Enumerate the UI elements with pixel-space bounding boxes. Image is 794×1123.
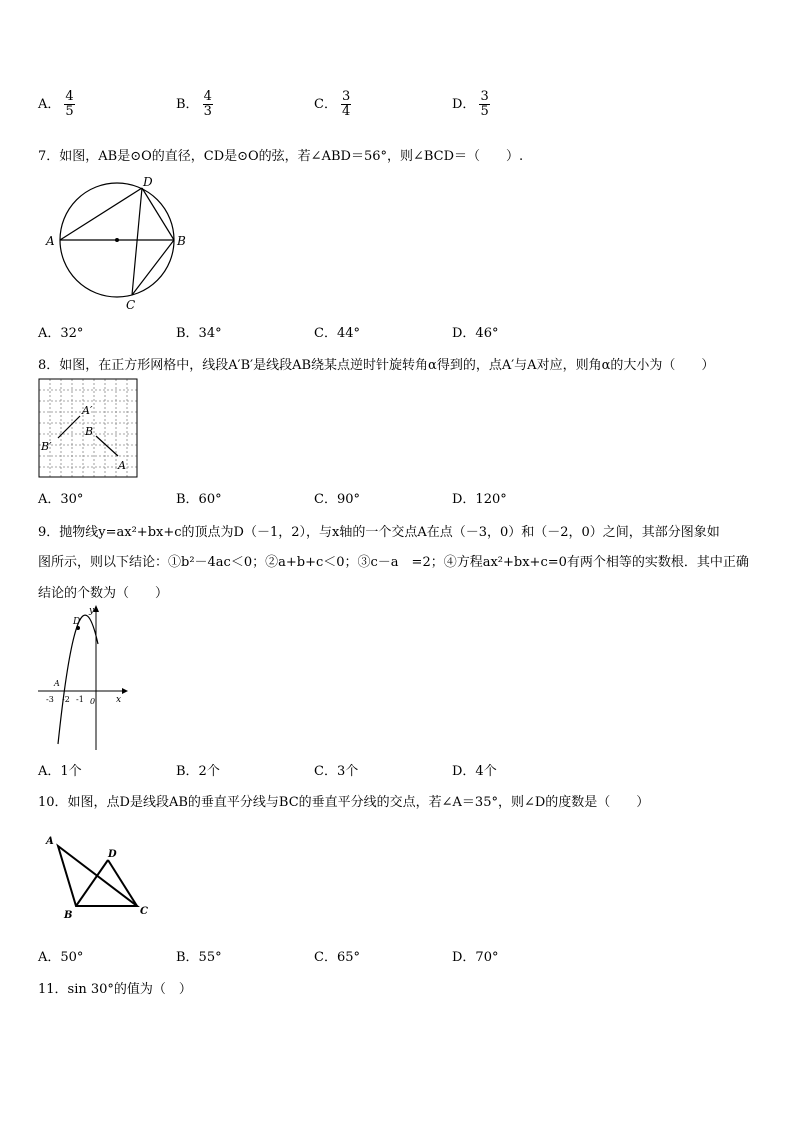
fraction: $\frac{4}{3}$ xyxy=(203,89,212,119)
label-b: B xyxy=(177,234,186,248)
segment-db xyxy=(142,188,174,240)
label-a: A xyxy=(54,679,60,688)
tick-minus-2: -2 xyxy=(62,695,70,704)
q10-stem: 10．如图，点D是线段AB的垂直平分线与BC的垂直平分线的交点，若∠A＝35°，则∠D的度数是（ ） xyxy=(38,795,650,810)
q6-option-a: A． $\frac{4}{5}$ xyxy=(38,89,74,119)
center-dot xyxy=(115,238,119,242)
q9-stem-line1: 9．抛物线y=ax²+bx+c的顶点为D（－1，2），与x轴的一个交点A在点（－3，0）和（－2，0）之间，其部分图象如 xyxy=(38,525,720,540)
label-y: y xyxy=(89,606,95,616)
q11-stem: 11．sin 30°的值为（ ） xyxy=(38,982,192,997)
q7-option-a: A．32° xyxy=(38,326,84,341)
label-b-prime: B′ xyxy=(41,440,52,453)
q9-option-a: A．1个 xyxy=(38,764,82,779)
segment-cb xyxy=(132,240,174,295)
q10-triangle-figure xyxy=(40,830,160,922)
q8-stem: 8．如图，在正方形网格中，线段A′B′是线段AB绕某点逆时针旋转角α得到的，点A′与A对应，则角α的大小为（ ） xyxy=(38,358,715,373)
parabola-curve xyxy=(58,615,98,744)
label-a: A xyxy=(46,836,54,847)
q10-option-a: A．50° xyxy=(38,950,84,965)
fraction: $\frac{3}{4}$ xyxy=(341,89,351,119)
q8-option-c: C．90° xyxy=(314,492,360,507)
q7-circle-figure xyxy=(40,172,200,312)
fraction: $\frac{4}{5}$ xyxy=(65,89,74,119)
label-a: A xyxy=(118,459,126,472)
label-b: B xyxy=(85,425,94,438)
origin-label: 0 xyxy=(90,697,96,706)
q6-option-c: C． $\frac{3}{4}$ xyxy=(314,89,351,119)
fraction: $\frac{3}{5}$ xyxy=(480,89,489,119)
q10-option-d: D．70° xyxy=(452,950,499,965)
q9-parabola-figure xyxy=(36,604,128,752)
label-d: D xyxy=(73,617,81,627)
q6-option-b: B． $\frac{4}{3}$ xyxy=(176,89,212,119)
q7-stem: 7．如图，AB是⊙O的直径，CD是⊙O的弦，若∠ABD＝56°，则∠BCD＝（ ）. xyxy=(38,149,524,164)
chord-cd xyxy=(132,188,142,295)
label-d: D xyxy=(108,849,117,860)
label-x: x xyxy=(116,695,122,705)
label-c: C xyxy=(140,906,148,917)
segment-bd xyxy=(76,860,108,906)
x-axis-arrow xyxy=(122,688,128,694)
q9-stem-line2: 图所示，则以下结论：①b²－4ac＜0；②a+b+c＜0；③c－a =2；④方程ax²+bx+c=0有两个相等的实数根．其中正确 xyxy=(38,555,749,570)
q7-option-b: B．34° xyxy=(176,326,222,341)
q8-grid-figure xyxy=(38,378,142,480)
q7-option-d: D．46° xyxy=(452,326,499,341)
segment-ad xyxy=(60,188,142,240)
label-a-prime: A′ xyxy=(82,404,93,417)
q8-option-a: A．30° xyxy=(38,492,84,507)
q7-option-c: C．44° xyxy=(314,326,360,341)
q9-stem-line3: 结论的个数为（ ） xyxy=(38,586,169,601)
q10-option-b: B．55° xyxy=(176,950,222,965)
label-c: C xyxy=(126,298,136,312)
q9-option-d: D．4个 xyxy=(452,764,497,779)
tick-minus-1: -1 xyxy=(76,695,84,704)
q9-option-b: B．2个 xyxy=(176,764,220,779)
q6-option-d: D． $\frac{3}{5}$ xyxy=(452,89,489,119)
label-d: D xyxy=(143,175,153,189)
tick-minus-3: -3 xyxy=(46,695,54,704)
q9-option-c: C．3个 xyxy=(314,764,359,779)
segment-dc xyxy=(108,860,137,906)
label-b: B xyxy=(64,910,73,921)
q8-option-d: D．120° xyxy=(452,492,507,507)
q8-option-b: B．60° xyxy=(176,492,222,507)
q10-option-c: C．65° xyxy=(314,950,360,965)
segment-ab xyxy=(96,436,118,456)
label-a: A xyxy=(46,234,55,248)
